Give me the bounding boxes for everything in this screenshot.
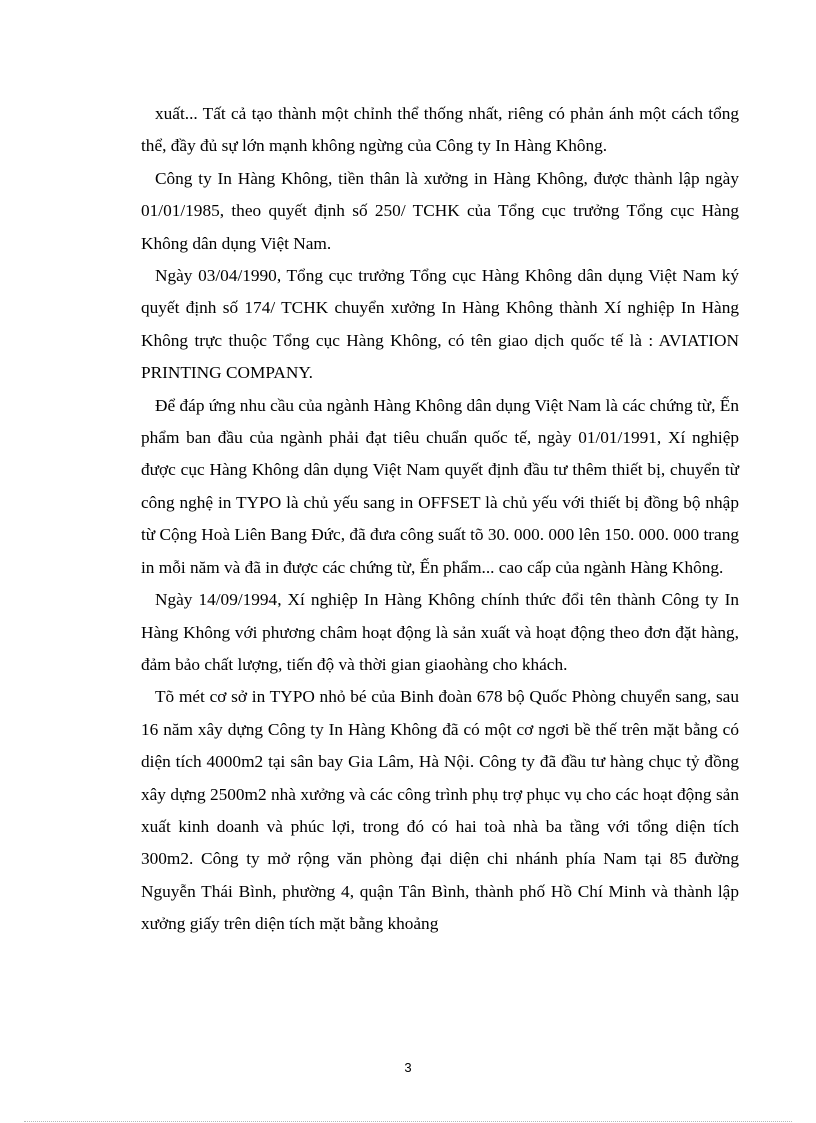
paragraph-3: Ngày 03/04/1990, Tổng cục trưởng Tổng cục Hàng Không dân dụng Việt Nam ký quyết định số 174/ TCHK chuyển xưởng In Hàng Không thành Xí nghiệp In Hàng Không trực thuộc Tổng cục Hàng Không, có tên giao dịch quốc tế là : AVIATION PRINTING COMPANY.	[141, 266, 739, 383]
page-number: 3	[404, 1060, 412, 1075]
paragraph-6: Tõ mét cơ sở in TYPO nhỏ bé của Binh đoàn 678 bộ Quốc Phòng chuyển sang, sau 16 năm xây dựng Công ty In Hàng Không đã có một cơ ngơi bề thế trên mặt bằng có diện tích 4000m2 tại sân bay Gia Lâm, Hà Nội. Công ty đã đầu tư hàng chục tỷ đồng xây dựng 2500m2 nhà xưởng và các công trình phụ trợ phục vụ cho các hoạt động sản xuất kinh doanh và phúc lợi, trong đó có hai toà nhà ba tầng với tổng diện tích 300m2. Công ty mở rộng văn phòng đại diện chi nhánh phía Nam tại 85 đường Nguyễn Thái Bình, phường 4, quận Tân Bình, thành phố Hồ Chí Minh và thành lập xưởng giấy trên diện tích mặt bằng khoảng	[141, 687, 739, 934]
page-bottom-divider	[24, 1121, 792, 1122]
paragraph-1: xuất... Tất cả tạo thành một chỉnh thể thống nhất, riêng có phản ánh một cách tổng thể, đầy đủ sự lớn mạnh không ngừng của Công ty In Hàng Không.	[141, 104, 739, 156]
body-text	[141, 98, 739, 941]
paragraph-2: Công ty In Hàng Không, tiền thân là xưởng in Hàng Không, được thành lập ngày 01/01/1985, theo quyết định số 250/ TCHK của Tổng cục trưởng Tổng cục Hàng Không dân dụng Việt Nam.	[141, 168, 739, 253]
paragraph-5: Ngày 14/09/1994, Xí nghiệp In Hàng Không chính thức đổi tên thành Công ty In Hàng Không với phương châm hoạt động là sản xuất và hoạt động theo đơn đặt hàng, đảm bảo chất lượng, tiến độ và thời gian giaohàng cho khách.	[141, 590, 739, 674]
paragraph-4: Để đáp ứng nhu cầu của ngành Hàng Không dân dụng Việt Nam là các chứng từ, Ến phẩm ban đầu của ngành phải đạt tiêu chuẩn quốc tế, ngày 01/01/1991, Xí nghiệp được cục Hàng Không dân dụng Việt Nam quyết định đầu tư thêm thiết bị, chuyển từ công nghệ in TYPO là chủ yếu sang in OFFSET là chủ yếu với thiết bị đồng bộ nhập từ Cộng Hoà Liên Bang Đức, đã đưa công suất tõ 30. 000. 000 lên 150. 000. 000 trang in mỗi năm và đã in được các chứng từ, Ến phẩm... cao cấp của ngành Hàng Không.	[141, 395, 739, 577]
